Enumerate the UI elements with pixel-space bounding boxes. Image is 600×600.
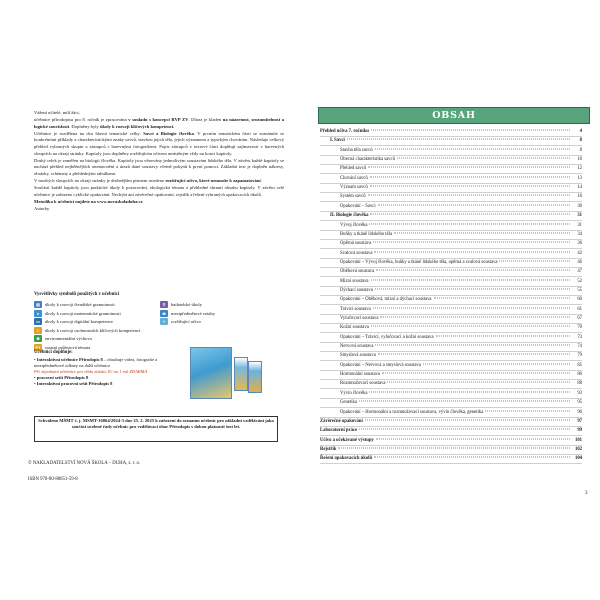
toc-entry[interactable] — [320, 223, 582, 231]
toc-label: Opakování – Vývoj člověka, buňky a tkáně lidského těla, opěrná a svalová soustava — [340, 259, 498, 265]
toc-label: Oběhová soustava — [340, 269, 375, 275]
toc-label: Stavba těla savců — [340, 147, 373, 153]
toc-entry[interactable] — [320, 251, 582, 259]
toc-entry[interactable] — [320, 241, 582, 249]
toc-leader — [369, 391, 570, 392]
toc-page: 74 — [577, 344, 582, 350]
intro-paragraph — [34, 185, 284, 198]
toc-leader — [394, 232, 570, 233]
toc-label: Závěrečné opakování — [320, 418, 363, 424]
toc-page: 73 — [577, 334, 582, 340]
legend-item — [160, 318, 201, 325]
extended-icon: + — [160, 318, 168, 325]
copyright: © NAKLADATELSTVÍ NOVÁ ŠKOLA – DUHA, s. r. o. — [28, 461, 141, 466]
legend-label: ostatní průřezová témata — [45, 344, 91, 350]
supplement-list — [34, 357, 184, 387]
bullet: • — [34, 357, 37, 362]
toc-label: Vývoj člověka — [340, 222, 368, 228]
toc-page: 101 — [574, 437, 582, 443]
toc-label: Smyslová soustava — [340, 353, 376, 359]
toc-page: 46 — [577, 259, 582, 265]
toc-entry[interactable] — [320, 213, 582, 221]
toc-page: 102 — [574, 446, 582, 452]
toc-leader — [374, 251, 570, 252]
toc-entry[interactable] — [320, 381, 582, 389]
toc-page: 8 — [579, 147, 582, 153]
legend-item — [34, 318, 113, 325]
toc-page: 30 — [577, 203, 582, 209]
toc-entry[interactable] — [320, 363, 582, 371]
toc-label: Vývin člověka — [340, 390, 368, 396]
toc-page: 12 — [577, 166, 582, 172]
supplement-desc: – obsahuje videa, fotografie a mezipředmětové odkazy na další učebnice — [34, 357, 158, 368]
toc-entry[interactable] — [320, 428, 582, 436]
toc-leader — [368, 167, 570, 168]
product-images — [190, 347, 260, 399]
toc-entry[interactable] — [320, 419, 582, 427]
toc-leader — [375, 345, 570, 346]
toc-entry[interactable] — [320, 307, 582, 315]
toc-page: 67 — [577, 316, 582, 321]
toc-page: 4 — [579, 129, 582, 134]
toc-page: 93 — [577, 390, 582, 396]
legend-label: úkoly k rozvoji matematické gramotnosti — [45, 310, 121, 316]
contents-title: OBSAH — [432, 110, 476, 121]
intro-text-run: učebnice přírodopisu pro 8. ročník je zpracována — [34, 117, 129, 123]
workbook-cover — [234, 357, 248, 391]
toc-page: 8 — [579, 138, 582, 144]
intro-emphasis: úkoly k rozvoji klíčových kompetencí. — [100, 123, 175, 129]
toc-page: 52 — [577, 278, 582, 284]
toc-entry[interactable] — [320, 166, 582, 174]
intro-paragraph — [34, 117, 284, 130]
toc-entry[interactable] — [320, 316, 582, 324]
intro-emphasis: Savci a Biologie člověka — [143, 130, 194, 136]
toc-leader — [373, 307, 570, 308]
intro-emphasis: na názornost, srozumitelnost a logické souvislosti — [34, 117, 285, 129]
intro-text-run: Druhý celek je zaměřen na biologii člověka. Kapitoly jsou věnovány jednotlivým soustavám lidského těla. V závěru každé kapitoly se nachází přehled nejběžnějších onemocnění a úrazů dané soustavy včetně pokynů k první pomoci. Základní text je doplněn nákresy, obrázky, schématy a přehlednými tabulkami. — [34, 157, 284, 176]
toc-label: Kožní soustava — [340, 325, 369, 331]
supplement-item — [34, 357, 184, 375]
toc-page: 31 — [577, 213, 582, 219]
signature: Autorky — [34, 205, 50, 211]
toc-page: 88 — [577, 381, 582, 387]
intro-emphasis: v souladu s koncepcí RVP ZV — [128, 117, 189, 123]
toc-entry[interactable] — [320, 410, 582, 418]
crosscutting-icon: PT — [35, 344, 41, 350]
supplement-item — [34, 381, 184, 387]
toc-leader — [368, 195, 570, 196]
toc-page: 79 — [577, 353, 582, 359]
bullet: • — [34, 381, 37, 386]
intro-text — [34, 110, 284, 213]
toc-leader — [365, 419, 570, 420]
intro-text-run: . — [260, 177, 262, 183]
intro-text-run: Součástí každé kapitoly jsou praktické úkoly k pozorování, ekologická témata a přehledné shrnutí obsahu kapitoly. V závěru celé učebnice je zařazeno cyklické opakování. Nechybí ani závěrečné opakování, rejstřík a řešení vybraných opakovacích úkolů. — [34, 185, 284, 197]
toc-leader — [374, 457, 570, 458]
supplement-name: Interaktivní učebnice Přírodopis 8 — [36, 357, 103, 362]
legend-item — [160, 310, 215, 317]
bullet: • — [34, 375, 37, 380]
toc-label: Učivo a očekávané výstupy — [320, 437, 374, 443]
toc-entry[interactable] — [320, 129, 582, 137]
interdisciplinary-icon: ⇄ — [160, 310, 168, 317]
intro-paragraph — [34, 178, 284, 185]
toc-entry[interactable] — [320, 232, 582, 240]
contents-header — [318, 107, 590, 124]
toc-entry[interactable] — [320, 447, 582, 455]
legend-label: rozšiřující učivo — [171, 319, 201, 324]
toc-leader — [436, 335, 570, 336]
toc-page: 61 — [577, 306, 582, 312]
toc-label: Opakování – Savci — [340, 203, 376, 209]
toc-page: 70 — [577, 325, 582, 331]
reading-icon: ▤ — [34, 301, 42, 308]
toc-label: Vylučovací soustava — [340, 316, 379, 321]
toc-label: Nervová soustava — [340, 344, 374, 350]
math-icon: ± — [34, 310, 42, 317]
toc-label: Svalová soustava — [340, 250, 373, 256]
toc-page: 96 — [577, 409, 582, 415]
legend-item — [34, 327, 140, 334]
toc-leader — [371, 279, 570, 280]
intro-paragraph — [34, 110, 284, 117]
toc-entry[interactable] — [320, 400, 582, 408]
toc-label: Laboratorní práce — [320, 428, 358, 434]
isbn: ISBN 978-80-88651-59-8 — [28, 477, 78, 482]
toc-label: Systém savců — [340, 194, 366, 200]
toc-entry[interactable] — [320, 157, 582, 165]
digital-icon: ▭ — [34, 318, 42, 325]
toc-entry[interactable] — [320, 185, 582, 193]
legend-title: Vysvětlivky symbolů použitých v učebnici — [34, 292, 120, 297]
toc-entry[interactable] — [320, 335, 582, 343]
toc-label: Dýchací soustava — [340, 287, 373, 293]
toc-leader — [371, 326, 570, 327]
toc-leader — [397, 158, 570, 159]
supplement-name: pracovní sešit Přírodopis 8 — [36, 375, 88, 380]
intro-text-run: V modrých sloupcích na okraji stránky je drobnějším písmem uvedeno — [34, 177, 166, 183]
toc-label: Opěrná soustava — [340, 241, 372, 247]
toc-entry[interactable] — [320, 288, 582, 296]
intro-paragraph — [34, 158, 284, 178]
toc-leader — [434, 298, 570, 299]
toc-entry[interactable] — [320, 176, 582, 184]
legend-label: mezipředmětové vztahy — [171, 310, 216, 316]
toc-leader — [378, 204, 570, 205]
legend-label: úkoly k rozvoji čtenářské gramotnosti — [45, 302, 115, 307]
legend-label: úkoly k rozvoji digitální kompetence — [45, 319, 113, 324]
toc-entry[interactable] — [320, 279, 582, 287]
toc-entry[interactable] — [320, 148, 582, 156]
toc-leader — [387, 382, 570, 383]
toc-entry[interactable] — [320, 353, 582, 361]
toc-label: I. Savci — [330, 138, 345, 144]
toc-leader — [499, 260, 570, 261]
toc-leader — [371, 130, 570, 131]
toc-page: 14 — [577, 185, 582, 191]
toc-page: 42 — [577, 250, 582, 256]
toc-leader — [380, 317, 570, 318]
toc-label: Přehled savců — [340, 166, 367, 172]
toc-entry[interactable] — [320, 138, 582, 146]
toc-entry[interactable] — [320, 269, 582, 277]
legend-label: environmentální výchova — [45, 336, 92, 341]
intro-text-run: . Důraz je kladen — [188, 117, 223, 123]
toc-entry[interactable] — [320, 194, 582, 202]
legend-label: úkoly k rozvoji osobnostních klíčových kompetencí — [45, 327, 141, 333]
toc-leader — [370, 186, 570, 187]
intro-text-run: . V prvním tematickém části se seznámíte se konkrétními příklady a charakteristickými znaky savců, stavbou jejich těla, jejich významem a typickým chováním. Následuje celkový přehled vybraných skupin a zástupců s barevnými fotografiemi. Popis zástupců v textové části doplňují zajímavosti v barevných sloupcích na okraji stránky. Kapitoly jsou doplněny rozšiřujícím učivem umístěným vždy na konci kapitoly. — [34, 130, 285, 156]
toc-page: 55 — [577, 287, 582, 293]
intro-text-run: Učebnice je rozdělena na dva hlavní tematické celky: — [34, 130, 144, 136]
page-number: 3 — [585, 491, 588, 496]
toc-leader — [376, 438, 570, 439]
toc-leader — [423, 363, 570, 364]
legend-item — [34, 310, 121, 317]
toc-entry[interactable] — [320, 297, 582, 305]
interactive-workbook-cover — [248, 361, 262, 393]
toc-leader — [370, 176, 570, 177]
intro-emphasis: rozšiřující učivo, které nemusíte k zapamatování — [165, 177, 261, 183]
toc-entry[interactable] — [320, 325, 582, 333]
toc-entry[interactable] — [320, 391, 582, 399]
toc-label: Trávicí soustava — [340, 306, 371, 312]
right-page — [300, 0, 600, 600]
supplement-note: Při objednání učebnice pro třídu získáte IU na 1 rok ZDARMA. — [34, 369, 149, 374]
toc-label: II. Biologie člověka — [330, 213, 369, 219]
interactive-textbook-cover — [190, 347, 232, 399]
toc-label: Hormonální soustava — [340, 372, 380, 378]
toc-label: Buňky a tkáně lidského těla — [340, 231, 393, 237]
legend-item — [34, 335, 92, 342]
toc-entry[interactable] — [320, 204, 582, 212]
intro-paragraph — [34, 131, 284, 157]
toc-entry[interactable] — [320, 260, 582, 268]
toc-leader — [375, 148, 570, 149]
toc-leader — [347, 139, 570, 140]
toc-label: Opakování – Hormonální a rozmnožovací soustava, vývin člověka, genetika — [340, 409, 484, 415]
toc-page: 85 — [577, 362, 582, 368]
toc-label: Mízní soustava — [340, 278, 369, 284]
toc-page: 95 — [577, 400, 582, 406]
toc-label: Opakování – Nervová a smyslová soustava — [340, 362, 421, 368]
toc-leader — [338, 447, 570, 448]
toc-label: Obecná charakteristika savců — [340, 157, 395, 163]
research-icon: ⚲ — [160, 301, 168, 308]
toc-page: 13 — [577, 175, 582, 181]
toc-page: 104 — [574, 456, 582, 462]
toc-label: Opakování – Trávicí, vylučovací a kožní soustava — [340, 334, 434, 340]
toc-leader — [369, 223, 570, 224]
toc-entry[interactable] — [320, 456, 582, 464]
toc-label: Opakování – Oběhová, mízní a dýchací soustava — [340, 297, 432, 303]
toc-page: 99 — [577, 428, 582, 434]
toc-page: 16 — [577, 194, 582, 200]
toc-page: 31 — [577, 222, 582, 228]
environment-icon: ❀ — [34, 335, 42, 342]
approval-notice: Schváleno MŠMT č. j. MSMT-16864/2024-3 dne 25. 2. 2025 k zařazení do seznamu učebnic pro základní vzdělávání jako součást ucelené řady učebnic pro vzdělávací obor Přírodopis s dobou platnosti šest let. — [34, 416, 278, 442]
toc-leader — [378, 354, 570, 355]
supplement-title: Učebnici doplňuje: — [34, 350, 73, 355]
intro-text-run: Vážení učitelé, milí žáci, — [34, 110, 80, 115]
toc-page: 36 — [577, 241, 582, 247]
toc-leader — [373, 242, 570, 243]
toc-leader — [359, 401, 570, 402]
toc-entry[interactable] — [320, 344, 582, 352]
toc-leader — [375, 288, 570, 289]
supplement-name: Interaktivní pracovní sešit Přírodopis 8 — [36, 381, 113, 386]
toc-leader — [370, 214, 570, 215]
toc-page: 60 — [577, 297, 582, 303]
personal-icon: ☺ — [35, 327, 41, 333]
toc-page: 10 — [577, 157, 582, 163]
toc-page: 97 — [577, 418, 582, 424]
legend-item — [160, 301, 202, 308]
toc-label: Chování savců — [340, 175, 368, 181]
toc-leader — [359, 429, 570, 430]
toc-label: Rozmnožovací soustava — [340, 381, 386, 387]
toc-page: 34 — [577, 231, 582, 237]
legend-label: badatelské úkoly — [171, 302, 202, 307]
toc-page: 86 — [577, 372, 582, 378]
toc-label: Přehled učiva 7. ročníku — [320, 129, 369, 134]
legend-item — [34, 301, 115, 308]
toc-page: 47 — [577, 269, 582, 275]
toc-leader — [485, 410, 570, 411]
intro-text-run: . Doplněny byly — [69, 123, 100, 129]
toc-entry[interactable] — [320, 372, 582, 380]
toc-entry[interactable] — [320, 438, 582, 446]
toc-label: Rejstřík — [320, 446, 337, 452]
methodology-link[interactable]: Metodika k učebnici najdete na www.novaskoladuha.cz — [34, 198, 143, 204]
toc-leader — [376, 270, 570, 271]
toc-leader — [382, 373, 570, 374]
toc-label: Genetika — [340, 400, 357, 406]
toc-label: Význam savců — [340, 185, 368, 191]
toc-label: Řešení opakovacích úkolů — [320, 456, 373, 462]
